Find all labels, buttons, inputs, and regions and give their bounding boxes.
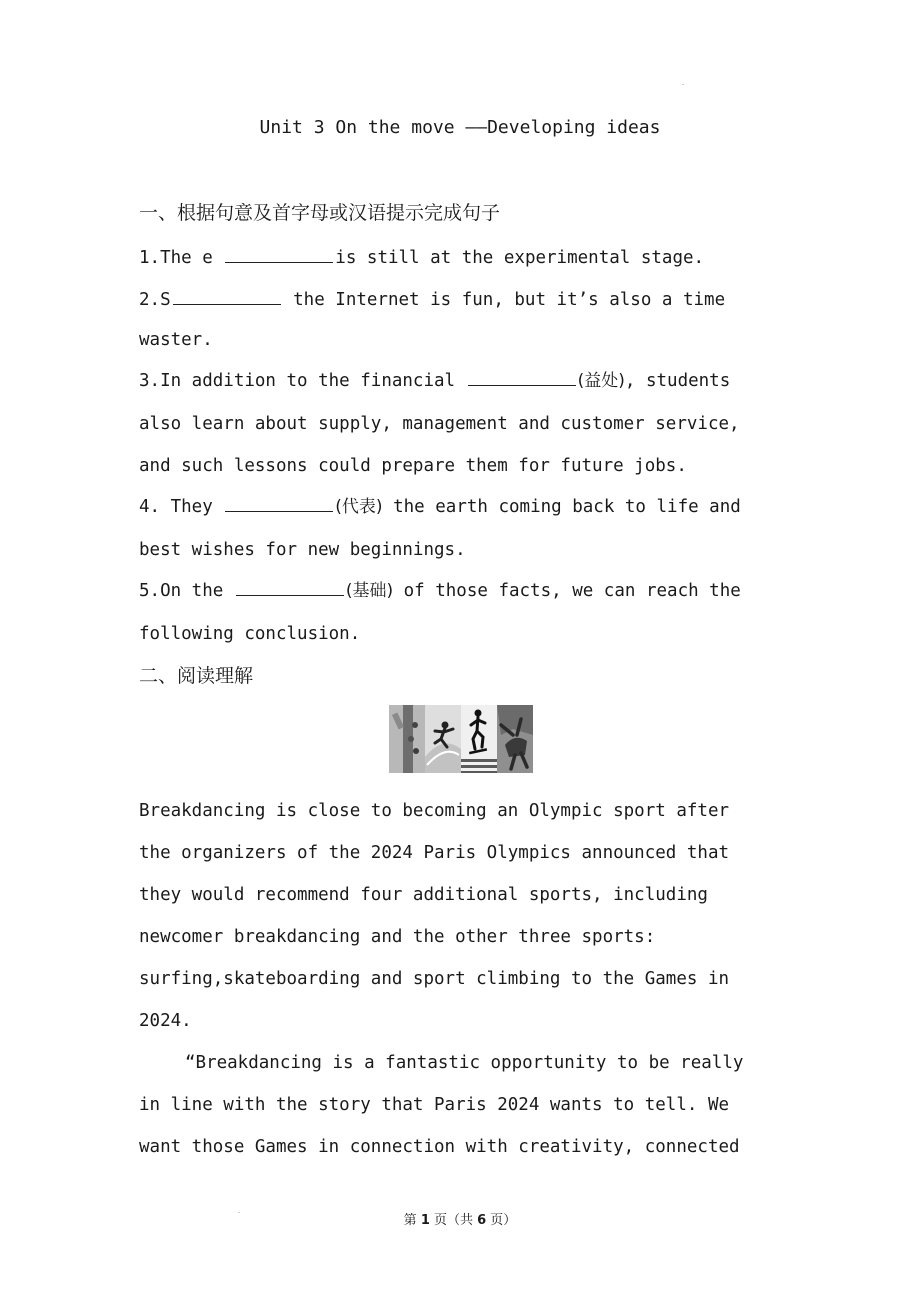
- sports-photo-collage: [389, 705, 533, 773]
- answer-blank-5[interactable]: [236, 577, 344, 596]
- total-page-count: 6: [477, 1213, 487, 1228]
- question-5: 5.On the (基础) of those facts, we can reach the: [139, 577, 741, 603]
- section2-heading: 二、阅读理解: [139, 665, 254, 687]
- passage-p1-line3: they would recommend four additional sports, including: [139, 885, 708, 905]
- passage-p1-line2: the organizers of the 2024 Paris Olympics announced that: [139, 843, 730, 863]
- question-3-cont: also learn about supply, management and customer service,: [139, 414, 740, 434]
- question-4-cont: best wishes for new beginnings.: [139, 540, 466, 560]
- question-3-cont2: and such lessons could prepare them for future jobs.: [139, 456, 687, 476]
- question-5-cont: following conclusion.: [139, 624, 361, 644]
- section1-heading: 一、根据句意及首字母或汉语提示完成句子: [139, 202, 501, 224]
- page-footer: 第 1 页（共 6 页）: [403, 1213, 517, 1228]
- answer-blank-3[interactable]: [468, 367, 576, 386]
- question-2-cont: waster.: [139, 330, 213, 350]
- question-2: 2.S the Internet is fun, but it’s also a time: [139, 286, 725, 312]
- passage-p1-line6: 2024.: [139, 1011, 192, 1031]
- passage-p2-line2: in line with the story that Paris 2024 wants to tell. We: [139, 1095, 730, 1115]
- passage-p2-line3: want those Games in connection with creativity, connected: [139, 1137, 740, 1157]
- passage-p1-line5: surfing,skateboarding and sport climbing to the Games in: [139, 969, 730, 989]
- answer-blank-1[interactable]: [225, 244, 333, 263]
- current-page-number: 1: [420, 1213, 430, 1228]
- question-4: 4. They (代表) the earth coming back to life and: [139, 493, 741, 519]
- passage-p1-line4: newcomer breakdancing and the other three sports:: [139, 927, 656, 947]
- passage-p1-line1: Breakdancing is close to becoming an Olympic sport after: [139, 801, 730, 821]
- question-1: 1.The e is still at the experimental stage.: [139, 244, 704, 270]
- answer-blank-4[interactable]: [225, 493, 333, 512]
- page-title: Unit 3 On the move ——Developing ideas: [259, 117, 661, 138]
- scan-speck: [682, 84, 684, 85]
- answer-blank-2[interactable]: [173, 286, 281, 305]
- passage-p2-line1: “Breakdancing is a fantastic opportunity to be really: [185, 1053, 744, 1073]
- question-3: 3.In addition to the financial (益处), students: [139, 367, 730, 393]
